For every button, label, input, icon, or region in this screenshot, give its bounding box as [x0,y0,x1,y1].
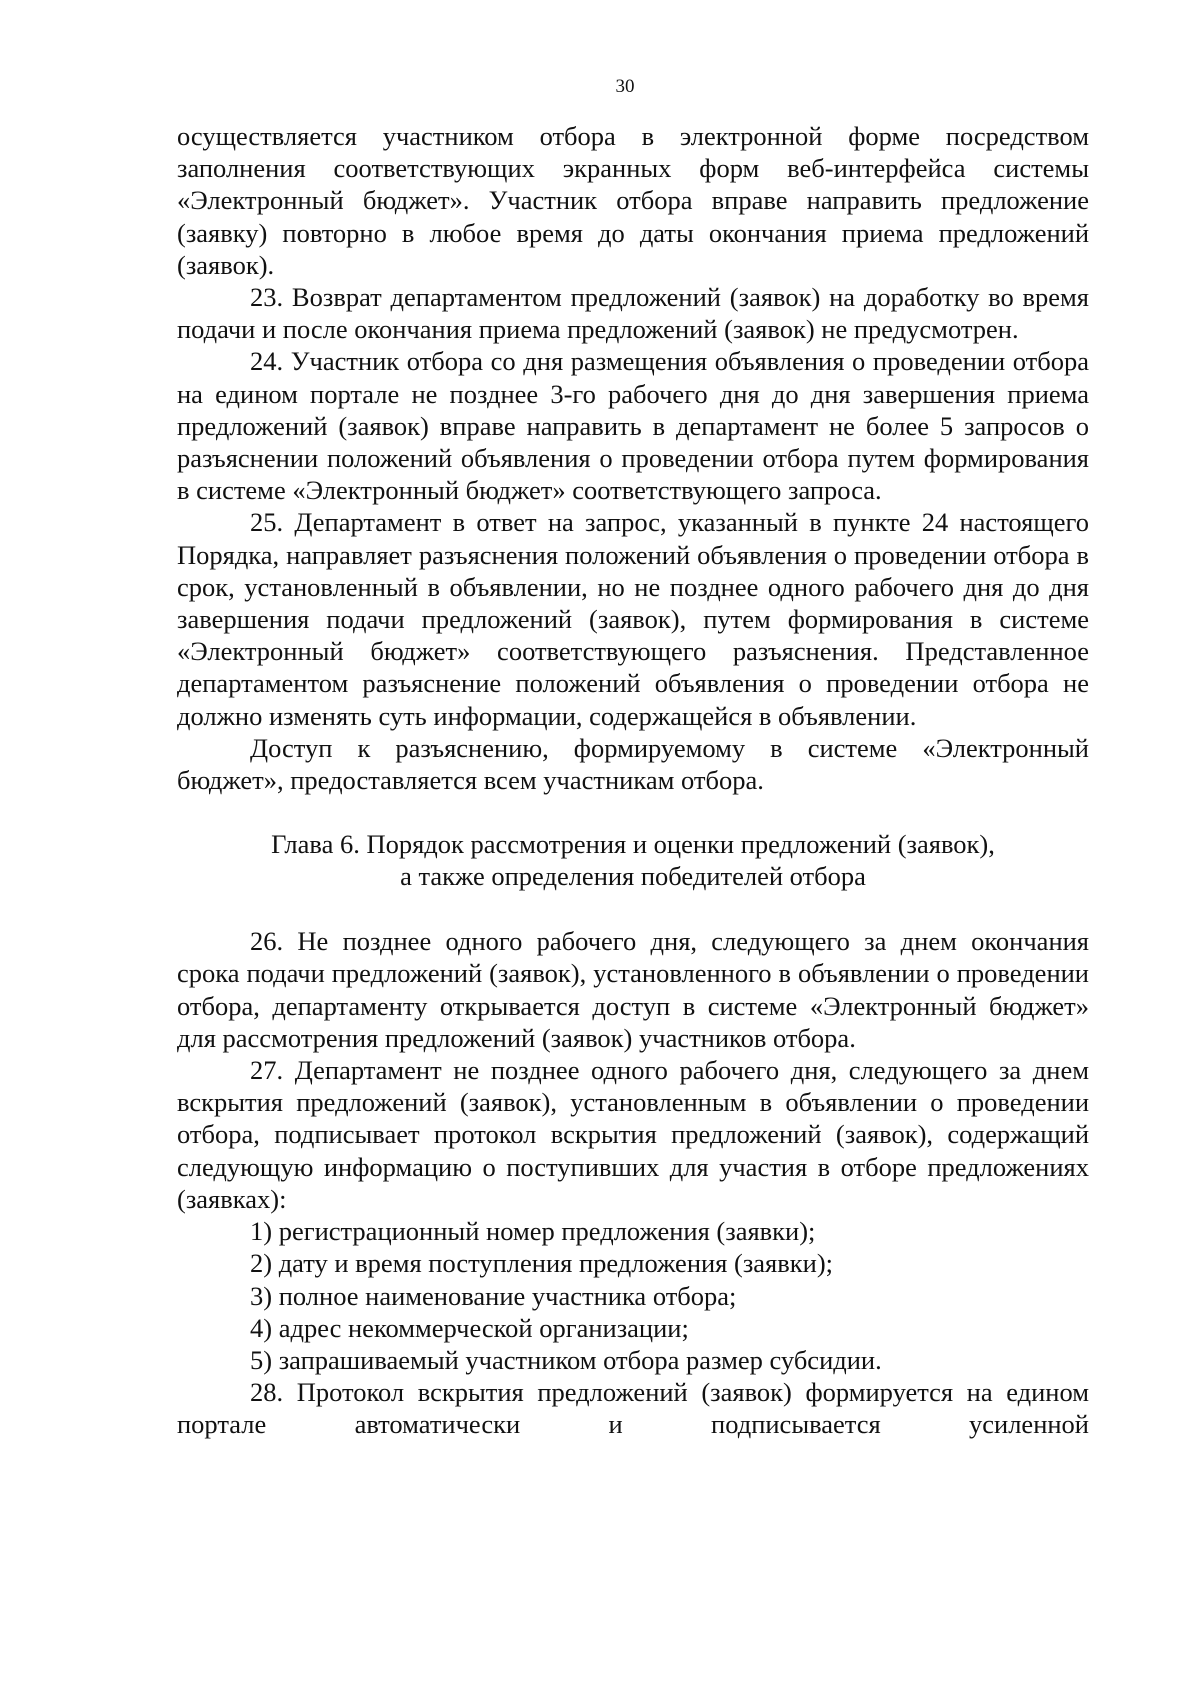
paragraph-28: 28. Протокол вскрытия предложений (заявок) формируется на едином портале автоматически и подписывается усиленной [177,1377,1089,1440]
list-item: 2) дату и время поступления предложения (заявки); [250,1248,833,1279]
protocol-info-list [177,1215,1089,1376]
chapter-heading [177,828,1089,892]
document-body [177,120,1089,1441]
chapter-heading-line-1: Глава 6. Порядок рассмотрения и оценки предложений (заявок), [271,829,995,860]
list-item: 4) адрес некоммерческой организации; [250,1312,689,1343]
paragraph-25: 25. Департамент в ответ на запрос, указанный в пункте 24 настоящего Порядка, направляет разъяснения положений объявления о проведении отбора в срок, установленный в объявлении, но не позднее одного рабочего дня до дня завершения подачи предложений (заявок), путем формирования в системе «Электронный бюджет» соответствующего разъяснения. Представленное департаментом разъяснение положений объявления о проведении отбора не должно изменять суть информации, содержащейся в объявлении. [177,507,1089,731]
paragraph-27: 27. Департамент не позднее одного рабочего дня, следующего за днем вскрытия предложений (заявок), установленным в объявлении о проведении отбора, подписывает протокол вскрытия предложений (заявок), содержащий следующую информацию о поступивших для участия в отборе предложениях (заявках): [177,1055,1089,1214]
paragraph-25-access: Доступ к разъяснению, формируемому в системе «Электронный бюджет», предоставляется всем участникам отбора. [177,732,1089,796]
list-item: 5) запрашиваемый участником отбора размер субсидии. [250,1344,882,1375]
paragraph-24: 24. Участник отбора со дня размещения объявления о проведении отбора на едином портале не позднее 3-го рабочего дня до дня завершения приема предложений (заявок) вправе направить в департамент не более 5 запросов о разъяснении положений объявления о проведении отбора путем формирования в системе «Электронный бюджет» соответствующего запроса. [177,346,1089,506]
chapter-heading-line-2: а также определения победителей отбора [400,861,866,892]
page-number: 30 [615,76,635,97]
paragraph-26: 26. Не позднее одного рабочего дня, следующего за днем окончания срока подачи предложений (заявок), установленного в объявлении о проведении отбора, департаменту открывается доступ в системе «Электронный бюджет» для рассмотрения предложений (заявок) участников отбора. [177,926,1089,1053]
paragraph-continuation: осуществляется участником отбора в электронной форме посредством заполнения соответствующих экранных форм веб-интерфейса системы «Электронный бюджет». Участник отбора вправе направить предложение (заявку) повторно в любое время до даты окончания приема предложений (заявок). [177,121,1089,280]
list-item: 1) регистрационный номер предложения (заявки); [250,1216,816,1247]
paragraph-23: 23. Возврат департаментом предложений (заявок) на доработку во время подачи и после окончания приема предложений (заявок) не предусмотрен. [177,282,1089,345]
list-item: 3) полное наименование участника отбора; [250,1280,737,1311]
